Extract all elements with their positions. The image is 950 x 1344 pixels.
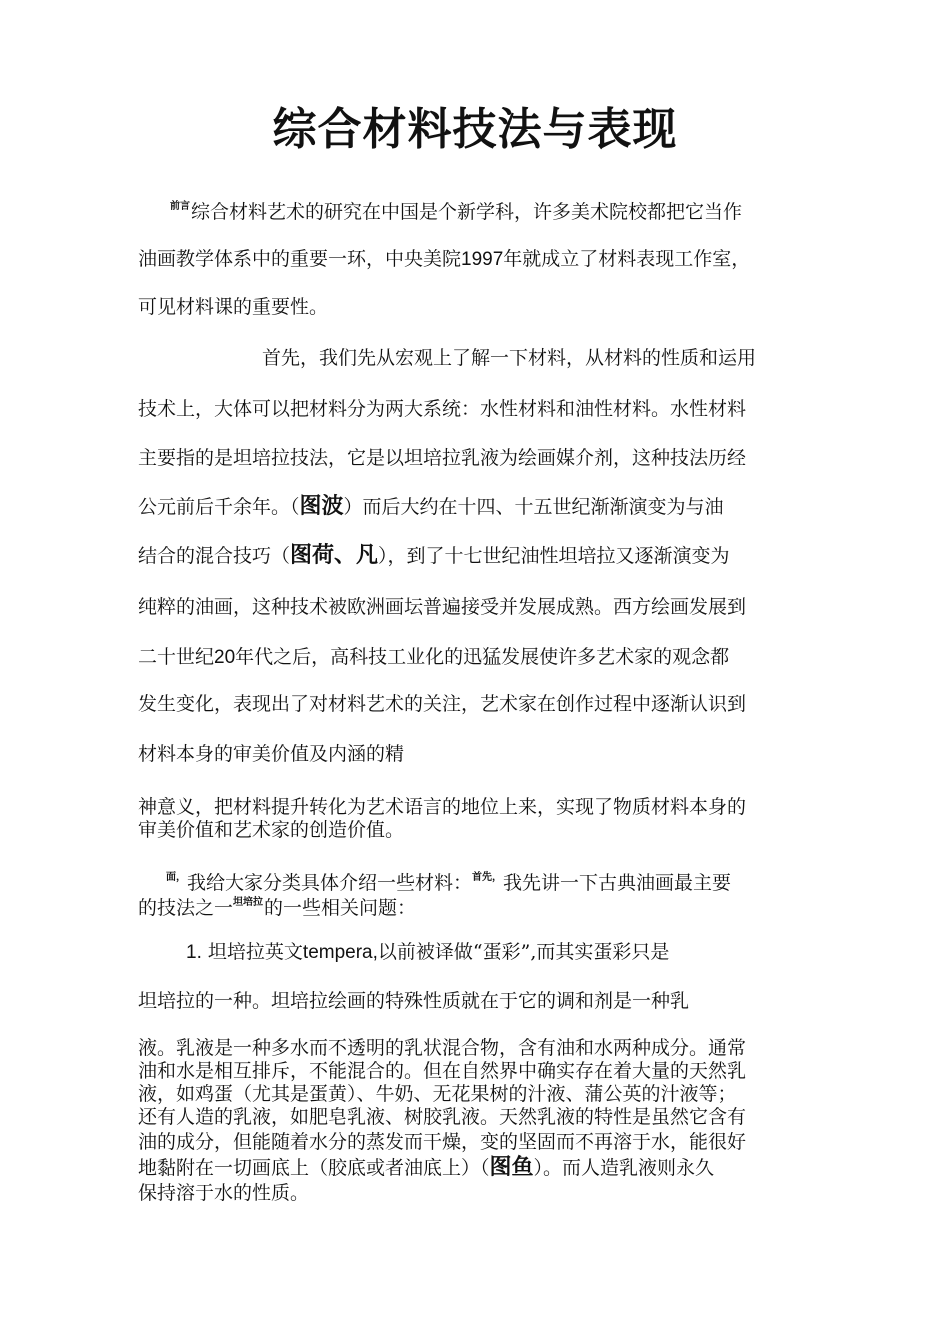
paragraph-2-line-7: 二十世纪20年代之后，高科技工业化的迅猛发展使许多艺术家的观念都 [138, 646, 730, 668]
figure-reference: 图波 [299, 494, 344, 519]
paragraph-2-line-2: 技术上，大体可以把材料分为两大系统：水性材料和油性材料。水性材料 [138, 398, 747, 420]
marker: 首先， [472, 872, 503, 883]
paragraph-4-line-1: 坦培拉的一种。坦培拉绘画的特殊性质就在于它的调和剂是一种乳 [138, 990, 690, 1012]
paragraph-4-line-4: 液，如鸡蛋（尤其是蛋黄）、牛奶、无花果树的汁液、蒲公英的汁液等； [138, 1083, 737, 1105]
list-item-1: 1. 坦培拉英文tempera,以前被译做“蛋彩”,而其实蛋彩只是 [186, 941, 670, 963]
paragraph-1-line-3: 可见材料课的重要性。 [138, 296, 329, 318]
paragraph-2-line-1: 首先，我们先从宏观上了解一下材料，从材料的性质和运用 [262, 347, 757, 369]
document-title: 综合材料技法与表现 [272, 104, 678, 155]
paragraph-2-line-8: 发生变化，表现出了对材料艺术的关注，艺术家在创作过程中逐渐认识到 [138, 693, 747, 715]
paragraph-2-line-3: 主要指的是坦培拉技法，它是以坦培拉乳液为绘画媒介剂，这种技法历经 [138, 447, 747, 469]
preface-marker: 前言 [170, 201, 190, 212]
paragraph-4-line-3: 油和水是相互排斥，不能混合的。但在自然界中确实存在着大量的天然乳 [138, 1060, 747, 1082]
paragraph-2-line-4: 公元前后千余年。（图波）而后大约在十四、十五世纪渐渐演变为与油 [138, 494, 724, 519]
paragraph-2-line-11: 审美价值和艺术家的创造价值。 [138, 819, 405, 841]
marker: 坦培拉 [233, 897, 264, 908]
paragraph-2-line-10: 神意义，把材料提升转化为艺术语言的地位上来，实现了物质材料本身的 [138, 796, 747, 818]
marker: 面， [166, 872, 186, 883]
paragraph-3-line-1: $^{面,}$我给大家分类具体介绍一些材料：$^{首先,}$我先讲一下古典油画最主要 [166, 872, 732, 894]
paragraph-4-line-5: 还有人造的乳液，如肥皂乳液、树胶乳液。天然乳液的特性是虽然它含有 [138, 1106, 747, 1128]
paragraph-2-line-9: 材料本身的审美价值及内涵的精 [138, 743, 405, 765]
paragraph-1-line-2: 油画教学体系中的重要一环，中央美院1997年就成立了材料表现工作室， [138, 248, 751, 270]
paragraph-4-line-6: 油的成分，但能随着水分的蒸发而干燥，变的坚固而不再溶于水，能很好 [138, 1131, 747, 1153]
paragraph-4-line-8: 保持溶于水的性质。 [138, 1182, 310, 1204]
paragraph-4-line-2: 液。乳液是一种多水而不透明的乳状混合物，含有油和水两种成分。通常 [138, 1037, 747, 1059]
paragraph-3-line-2: 的技法之一$^{坦培拉}$的一些相关问题： [138, 897, 417, 919]
paragraph-2-line-5: 结合的混合技巧（图荷、凡），到了十七世纪油性坦培拉又逐渐演变为 [138, 543, 730, 568]
figure-reference: 图荷、凡 [290, 543, 379, 568]
paragraph-1-line-1: $^{前言}$综合材料艺术的研究在中国是个新学科，许多美术院校都把它当作 [170, 201, 743, 223]
paragraph-2-line-6: 纯粹的油画，这种技术被欧洲画坛普遍接受并发展成熟。西方绘画发展到 [138, 596, 747, 618]
figure-reference: 图鱼 [489, 1155, 534, 1180]
paragraph-4-line-7: 地黏附在一切画底上（胶底或者油底上）（图鱼）。而人造乳液则永久 [138, 1155, 715, 1180]
